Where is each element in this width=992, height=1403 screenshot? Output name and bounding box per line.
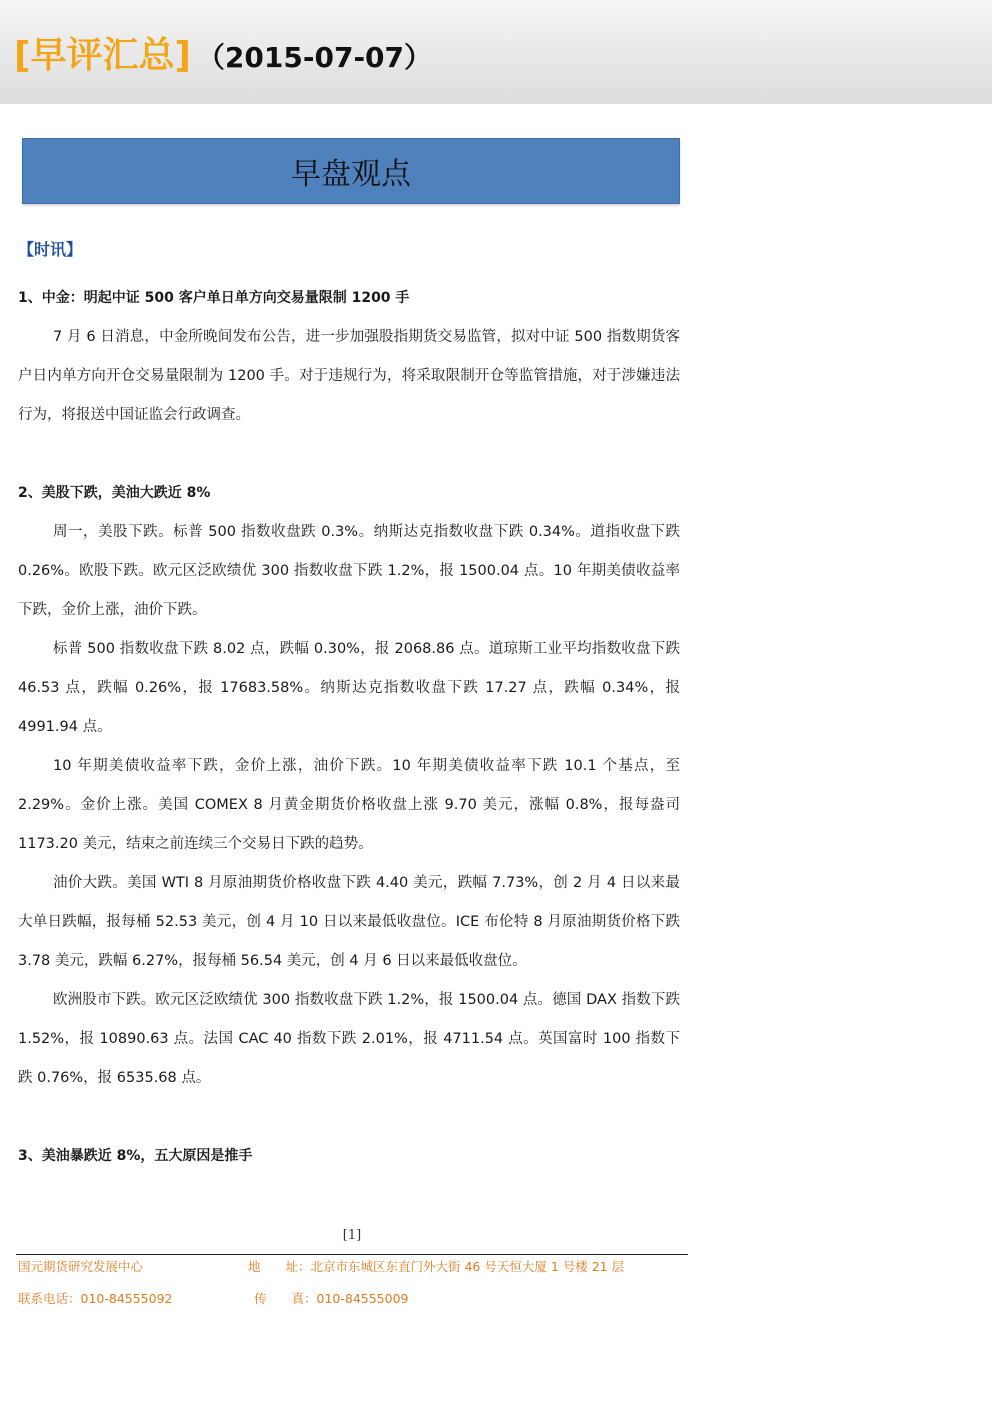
article-paragraph: 欧洲股市下跌。欧元区泛欧绩优 300 指数收盘下跌 1.2%，报 1500.04 点。德国 DAX 指数下跌 1.52%，报 10890.63 点。法国 CAC 40 指数下跌 2.01%，报 4711.54 点。英国富时 100 指数下跌 0.76%，报 6535.68 点。 (18, 992, 680, 1086)
news-section-label: 【时讯】 (18, 240, 83, 259)
article-heading: 3、美油暴跌近 8%，五大原因是推手 (18, 1148, 253, 1164)
report-date: （2015-07-07） (196, 41, 433, 74)
report-brand: [早评汇总] (14, 35, 191, 76)
footer-phone: 联系电话：010-84555092 (18, 1291, 173, 1306)
section-banner (22, 138, 680, 204)
article-heading: 2、美股下跌，美油大跌近 8% (18, 485, 211, 501)
article-paragraph: 7 月 6 日消息，中金所晚间发布公告，进一步加强股指期货交易监管，拟对中证 500 指数期货客户日内单方向开仓交易量限制为 1200 手。对于违规行为，将采取限制开仓等监管措施，对于涉嫌违法行为，将报送中国证监会行政调查。 (18, 329, 680, 423)
article-body (18, 279, 680, 1176)
footer-fax: 传 真：010-84555009 (254, 1291, 409, 1306)
article-heading: 1、中金：明起中证 500 客户单日单方向交易量限制 1200 手 (18, 290, 410, 306)
footer-address: 地 址：北京市东城区东直门外大街 46 号天恒大厦 1 号楼 21 层 (248, 1259, 625, 1274)
header-band (0, 0, 992, 104)
article-paragraph: 标普 500 指数收盘下跌 8.02 点，跌幅 0.30%，报 2068.86 点。道琼斯工业平均指数收盘下跌 46.53 点，跌幅 0.26%，报 17683.58%。纳斯达克指数收盘下跌 17.27 点，跌幅 0.34%，报 4991.94 点。 (18, 641, 680, 735)
article-paragraph: 油价大跌。美国 WTI 8 月原油期货价格收盘下跌 4.40 美元，跌幅 7.73%，创 2 月 4 日以来最大单日跌幅，报每桶 52.53 美元，创 4 月 10 日以来最低收盘位。ICE 布伦特 8 月原油期货价格下跌 3.78 美元，跌幅 6.27%，报每桶 56.54 美元，创 4 月 6 日以来最低收盘位。 (18, 875, 680, 969)
banner-title: 早盘观点 (291, 157, 411, 192)
footer-organization: 国元期货研究发展中心 (18, 1259, 144, 1274)
footer-divider (16, 1254, 688, 1255)
article-paragraph: 周一，美股下跌。标普 500 指数收盘跌 0.3%。纳斯达克指数收盘下跌 0.34%。道指收盘下跌 0.26%。欧股下跌。欧元区泛欧绩优 300 指数收盘下跌 1.2%，报 1500.04 点。10 年期美债收益率下跌，金价上涨，油价下跌。 (18, 524, 680, 618)
document-title (14, 34, 432, 84)
article-paragraph: 10 年期美债收益率下跌，金价上涨，油价下跌。10 年期美债收益率下跌 10.1 个基点，至 2.29%。金价上涨。美国 COMEX 8 月黄金期货价格收盘上涨 9.70 美元，涨幅 0.8%，报每盎司 1173.20 美元，结束之前连续三个交易日下跌的趋势。 (18, 758, 680, 852)
spacer (18, 1098, 680, 1137)
spacer (18, 435, 680, 474)
page-number: [1] (342, 1228, 362, 1243)
